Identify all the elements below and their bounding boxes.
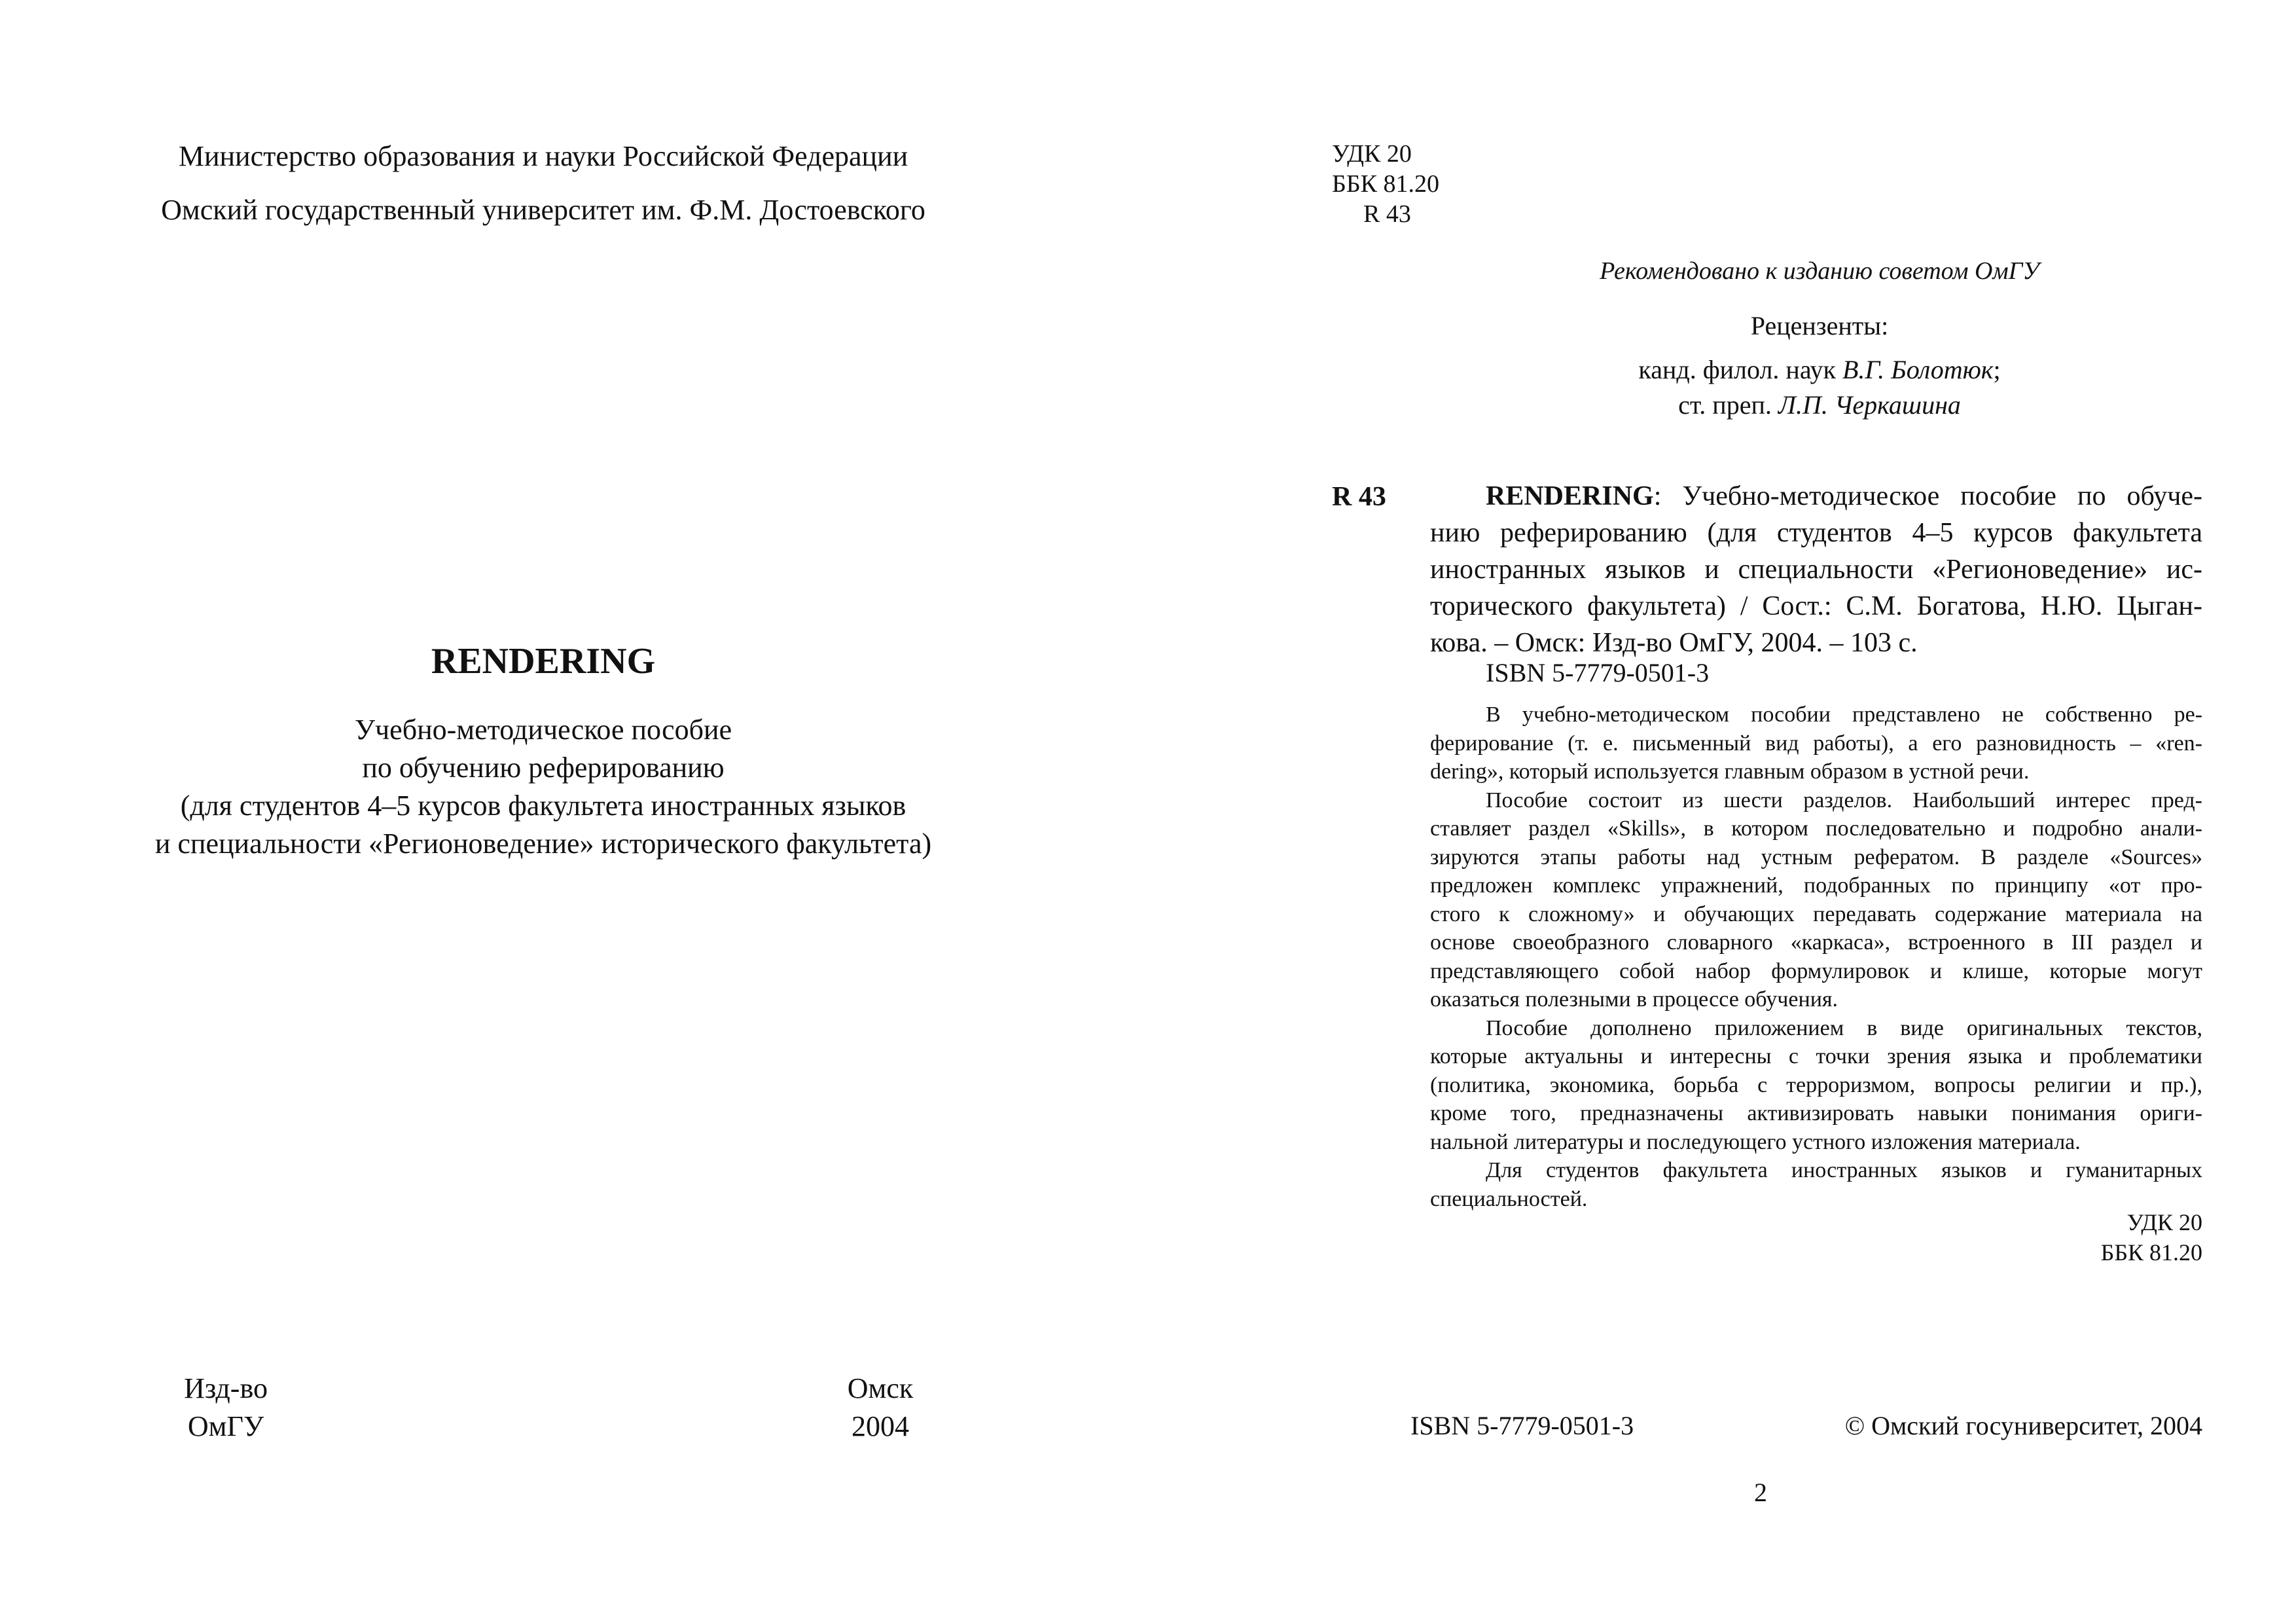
abstract-line: оказаться полезными в процессе обучения. xyxy=(1430,987,1839,1012)
biblio-line xyxy=(1430,478,2202,515)
reviewers-label: Рецензенты: xyxy=(1750,311,1889,340)
abstract-line: кроме того, предназначены активизировать навыки понимания ориги- xyxy=(1430,1101,2202,1125)
isbn-footer: ISBN 5-7779-0501-3 xyxy=(1410,1411,1634,1440)
city-year xyxy=(805,1370,956,1446)
city: Омск xyxy=(847,1372,914,1404)
subtitle-line: (для студентов 4–5 курсов факультета иностранных языков xyxy=(180,790,906,822)
reviewer-title: канд. филол. наук xyxy=(1638,355,1842,384)
abstract-line: основе своеобразного словарного «каркаса», встроенного в III раздел и xyxy=(1430,930,2202,955)
bibliographic-entry xyxy=(1430,478,2202,661)
biblio-text: : Учебно-методическое пособие по обуче- xyxy=(1653,481,2202,511)
reviewer-name: В.Г. Болотюк xyxy=(1842,355,1994,384)
biblio-line: иностранных языков и специальности «Регионоведение» ис- xyxy=(1430,555,2202,585)
bbk-code: ББК 81.20 xyxy=(2100,1239,2202,1266)
abstract-line: которые актуальны и интересны с точки зрения языка и проблематики xyxy=(1430,1044,2202,1068)
abstract-line: В учебно-методическом пособии представлено не собственно ре- xyxy=(1486,702,2202,727)
book-subtitle xyxy=(79,711,1008,863)
subtitle-line: и специальности «Регионоведение» исторического факультета) xyxy=(154,828,932,860)
abstract-line: (политика, экономика, борьба с терроризмом, вопросы религии и пр.), xyxy=(1430,1072,2202,1097)
isbn: ISBN 5-7779-0501-3 xyxy=(1486,658,1710,687)
page-number: 2 xyxy=(1754,1478,1767,1507)
reviewer-title: ст. преп. xyxy=(1678,390,1778,420)
abstract-line: Пособие дополнено приложением в виде оригинальных текстов, xyxy=(1486,1015,2202,1040)
ministry-heading: Министерство образования и науки Российской Федерации xyxy=(178,140,908,172)
catalog-code: R 43 xyxy=(1332,482,1386,512)
biblio-line: кова. – Омск: Изд-во ОмГУ, 2004. – 103 с. xyxy=(1430,628,1918,658)
reviewer-line xyxy=(1427,388,2212,423)
year: 2004 xyxy=(852,1410,909,1442)
reviewers xyxy=(1427,352,2212,423)
abstract-line: Для студентов факультета иностранных языков и гуманитарных xyxy=(1486,1158,2202,1182)
publisher xyxy=(151,1370,301,1446)
biblio-line: торического факультета) / Сост.: С.М. Богатова, Н.Ю. Цыган- xyxy=(1430,591,2202,621)
biblio-title: RENDERING xyxy=(1486,481,1654,511)
book-title: RENDERING xyxy=(431,641,656,682)
classification-codes-bottom xyxy=(1964,1207,2202,1267)
subtitle-line: по обучению реферированию xyxy=(362,752,725,784)
abstract-line: нальной литературы и последующего устного изложения материала. xyxy=(1430,1129,2081,1154)
abstract-line: dering», который используется главным образом в устной речи. xyxy=(1430,759,2030,784)
publisher-line: Изд-во xyxy=(184,1372,268,1404)
recommendation: Рекомендовано к изданию советом ОмГУ xyxy=(1600,257,2039,285)
abstract-line: ставляет раздел «Skills», в котором последовательно и подробно анали- xyxy=(1430,816,2202,841)
reviewer-line xyxy=(1427,352,2212,388)
author-mark: R 43 xyxy=(1363,200,1411,228)
classification-codes xyxy=(1332,139,1439,229)
bbk-code: ББК 81.20 xyxy=(1332,170,1439,198)
abstract-line: представляющего собой набор формулировок и клише, которые могут xyxy=(1430,958,2202,983)
abstract-line: предложен комплекс упражнений, подобранных по принципу «от про- xyxy=(1430,873,2202,898)
reviewer-punct: ; xyxy=(1993,355,2001,384)
biblio-line: нию реферированию (для студентов 4–5 курсов факультета xyxy=(1430,518,2202,548)
abstract-line: специальностей. xyxy=(1430,1186,1588,1211)
abstract-line: ферирование (т. е. письменный вид работы), а его разновидность – «ren- xyxy=(1430,731,2202,756)
abstract-line: Пособие состоит из шести разделов. Наибольший интерес пред- xyxy=(1486,788,2202,812)
abstract xyxy=(1430,701,2202,1213)
publisher-line: ОмГУ xyxy=(187,1410,264,1442)
copyright: © Омский госуниверситет, 2004 xyxy=(1844,1411,2202,1440)
udk-code: УДК 20 xyxy=(2126,1209,2202,1235)
udk-code: УДК 20 xyxy=(1332,140,1412,168)
reviewer-name: Л.П. Черкашина xyxy=(1778,390,1961,420)
subtitle-line: Учебно-методическое пособие xyxy=(354,714,732,746)
university-heading: Омский государственный университет им. Ф.М. Достоевского xyxy=(161,194,925,226)
abstract-line: зируются этапы работы над устным рефератом. В разделе «Sources» xyxy=(1430,845,2202,869)
abstract-line: стого к сложному» и обучающих передавать содержание материала на xyxy=(1430,902,2202,926)
